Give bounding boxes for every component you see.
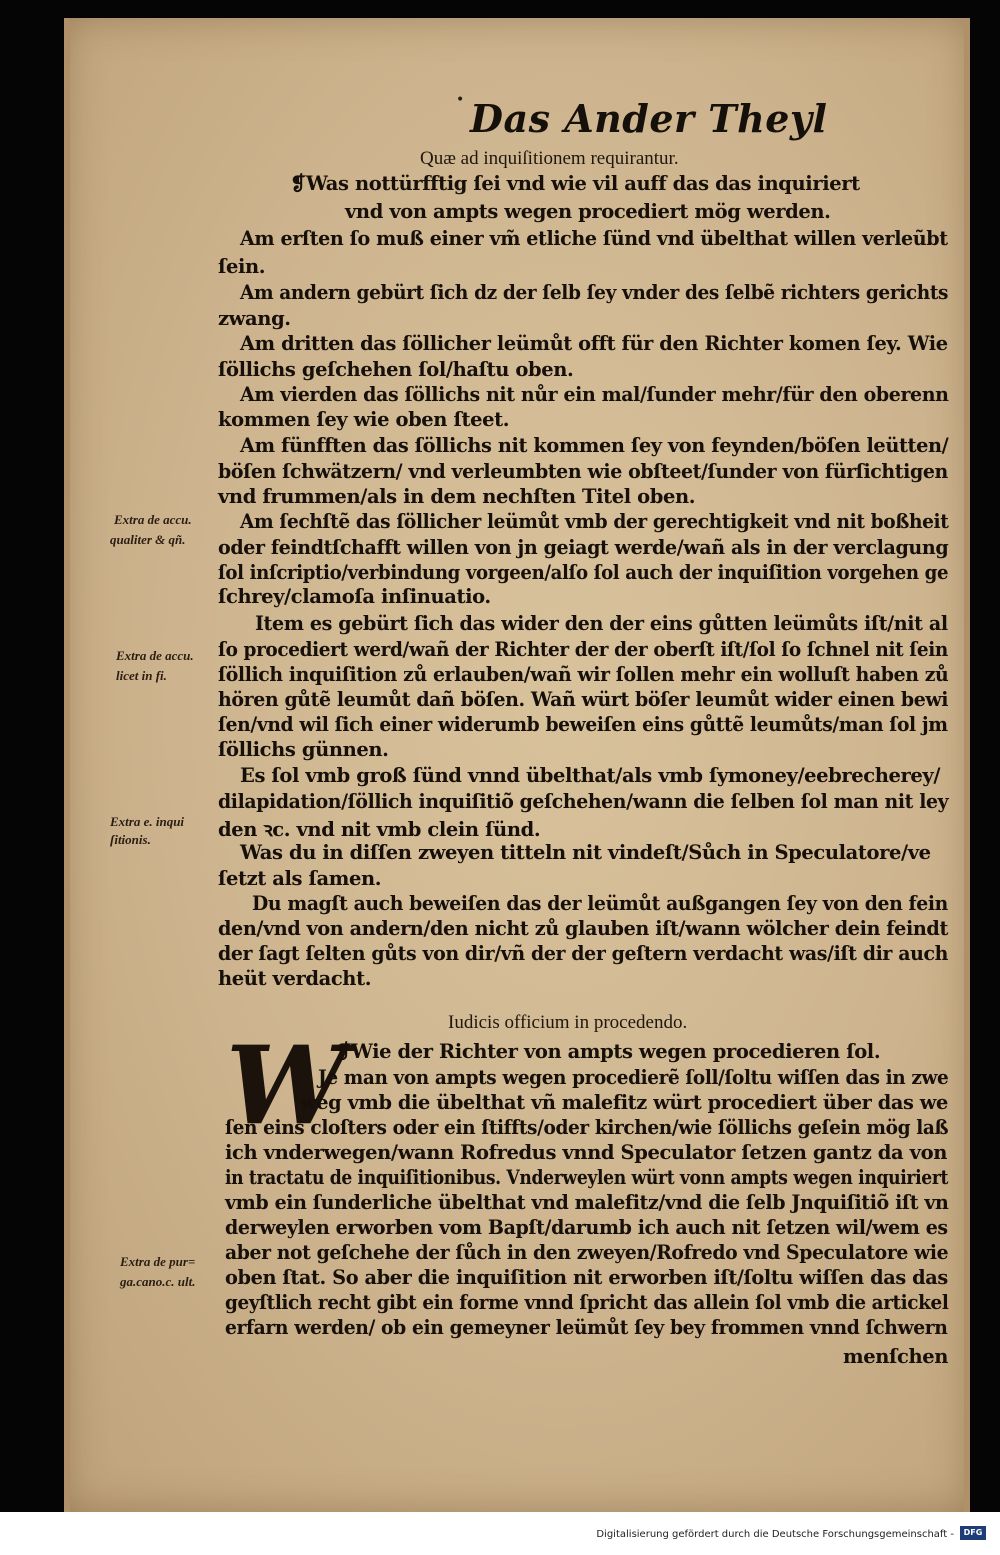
text-line: Am vierden das ſöllichs nit nůr ein mal/ſunder mehr/für den oberenn [240,383,949,406]
margin-note: qualiter & qñ. [110,532,186,547]
text-line: Am andern gebürt ſich dz der ſelb ſey vnder des ſelbẽ richters gerichts [240,281,949,304]
text-line: weg vmb die übelthat vñ malefitz würt procediert über das we [300,1091,948,1114]
text-line: vmb ein ſunderliche übelthat vnd malefitz/vnd die ſelb Jnquiſitiõ iſt vn [225,1191,949,1214]
margin-note: Extra de accu. [114,512,192,527]
text-line: ſöllichs günnen. [218,738,389,761]
text-line: Am fünfften das ſöllichs nit kommen ſey von feynden/böſen leütten/ [240,434,949,457]
ornament-dot: • [456,92,465,108]
text-line: zwang. [218,307,291,330]
text-line: Es ſol vmb groß ſünd vnnd übelthat/als vmb ſymoney/eebrecherey/ [240,764,941,787]
margin-note: licet in fi. [116,668,167,683]
text-line: ſen/vnd wil ſich einer widerumb beweiſen eins gůttẽ leumůts/man ſol jm [218,713,948,736]
text-line: vnd frummen/als in dem nechſten Titel oben. [218,485,696,508]
margin-note: Extra e. inqui [110,814,185,829]
text-line: derweylen erworben vom Bapſt/darumb ich auch nit ſetzen wil/wem es [225,1216,948,1239]
text-line: ich vnderwegen/wann Rofredus vnnd Speculator ſetzen gantz da von [225,1141,947,1164]
margin-note: ga.cano.c. ult. [120,1274,196,1289]
text-line: in tractatu de inquiſitionibus. Vnderweylen würt vonn ampts wegen inquiriert [225,1166,949,1189]
margin-note: Extra de pur= [120,1254,196,1269]
text-line: Du magſt auch beweiſen das der leümůt außgangen ſey von den fein [252,892,948,915]
dfg-logo[interactable]: DFG [960,1526,986,1540]
margin-note: Extra de accu. [116,648,194,663]
text-line: vnd von ampts wegen procediert mög werden. [345,200,831,223]
margin-note: ſitionis. [110,832,151,847]
text-line: ❡Was nottürfftig ſei vnd wie vil auff das das inquiriert [290,172,860,195]
text-line: ſen eins cloſters oder ein ſtiffts/oder kirchen/wie ſöllichs geſein mög laß [225,1116,949,1139]
page-left-edge [64,18,70,1512]
text-line: geyſtlich recht gibt ein forme vnnd ſpricht das allein ſol vmb die artickel [225,1291,949,1314]
text-line: ſchrey/clamoſa inſinuatio. [218,585,491,608]
text-line: böſen ſchwätzern/ vnd verleumbten wie obſteet/ſunder von fürſichtigen [218,460,948,483]
page-right-edge [964,18,970,1512]
text-line: ſol inſcriptio/verbindung vorgeen/alſo ſol auch der inquiſition vorgehen ge [218,561,949,584]
text-line: kommen ſey wie oben ſteet. [218,408,510,431]
section-heading: Quæ ad inquiſitionem requirantur. [420,148,679,169]
text-line: Was du in diſſen zweyen titteln nit vindeſt/Sůch in Speculatore/ve [240,841,931,864]
footer-bar [0,1512,1000,1555]
text-line: heüt verdacht. [218,967,372,990]
text-line: Je man von ampts wegen procedierẽ ſoll/ſoltu wiſſen das in zwe [318,1066,949,1089]
decorated-initial: W [226,1023,348,1149]
text-line: den/vnd von andern/den nicht zů glauben iſt/wann wölcher dein feindt [218,917,948,940]
section-heading: Iudicis officium in procedendo. [448,1012,688,1033]
page-title: Das Ander Theyl [470,96,828,141]
catchword: menſchen [843,1345,949,1368]
text-line: ſetzt als ſamen. [218,867,382,890]
text-line: ❡Wie der Richter von ampts wegen procedieren ſol. [335,1040,881,1063]
text-line: Am dritten das ſöllicher leümůt offt für den Richter komen ſey. Wie [240,332,948,355]
text-line: ſo procediert werd/wañ der Richter der der oberſt iſt/ſol ſo ſchnel nit ſein [218,638,948,661]
text-line: Am ſechſtẽ das ſöllicher leümůt vmb der gerechtigkeit vnd nit boßheit [240,510,949,533]
text-line: der ſagt ſelten gůts von dir/vñ der der geſtern verdacht was/iſt dir auch [218,942,949,965]
text-line: den ꝛc. vnd nit vmb clein ſünd. [218,818,541,841]
text-line: ſein. [218,255,266,278]
text-line: ſöllich inquiſition zů erlauben/wañ wir ſollen mehr ein wolluſt haben zů [218,663,949,686]
text-line: Am erſten ſo muß einer vm̃ etliche ſünd vnd übelthat willen verleũbt [240,227,948,250]
text-line: dilapidation/ſöllich inquiſitiõ geſchehen/wann die ſelben ſol man nit ley [218,790,949,813]
text-line: oder feindtſchafft willen von jn geiagt werde/wañ als in der verclagung [218,536,949,559]
text-line: erfarn werden/ ob ein gemeyner leümůt ſey bey frommen vnnd ſchwern [225,1316,948,1339]
text-line: hören gůtẽ leumůt dañ böſen. Wañ würt böſer leumůt wider einen bewi [218,688,949,711]
text-line: aber not geſchehe der ſůch in den zweyen/Rofredo vnd Speculatore wie [225,1241,949,1264]
text-line: oben ſtat. So aber die inquiſition nit erworben iſt/ſoltu wiſſen das das [225,1266,948,1289]
text-line: Item es gebürt ſich das wider den der eins gůtten leümůts iſt/nit al [255,612,948,635]
text-line: ſöllichs geſchehen ſol/haſtu oben. [218,358,574,381]
footer-credit: Digitalisierung gefördert durch die Deutsche Forschungsgemeinschaft - [596,1529,954,1540]
